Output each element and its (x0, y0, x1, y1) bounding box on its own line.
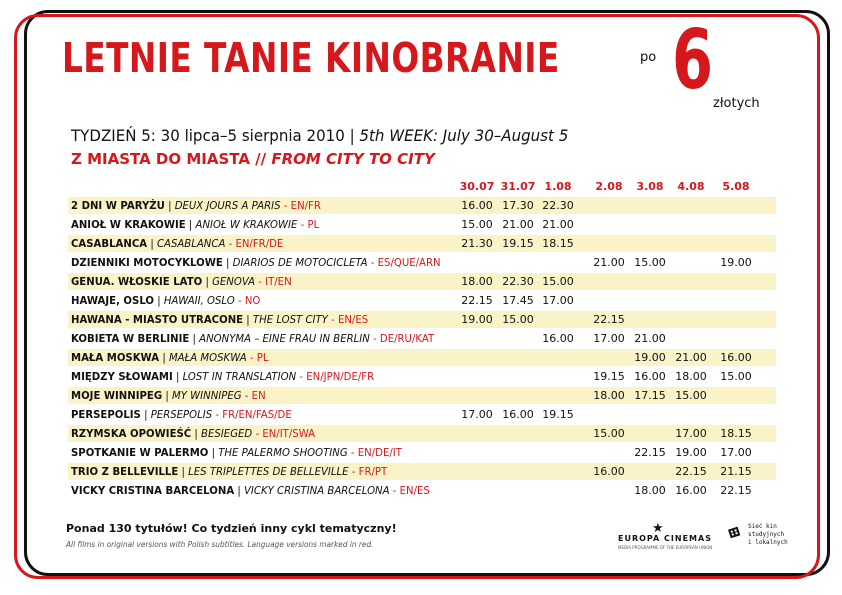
table-row (68, 482, 776, 499)
film-title-pl: GENUA. WŁOSKIE LATO (71, 275, 203, 288)
showtime-cell: 21.00 (634, 332, 666, 345)
sieci-line-1: Sieć kin (748, 523, 777, 530)
film-title-original: LES TRIPLETTES DE BELLEVILLE (188, 465, 349, 478)
europa-cinemas-name: EUROPA CINEMAS (618, 534, 712, 543)
sieci-line-2: studyjnych (748, 531, 785, 538)
europa-cinemas-logo (618, 521, 713, 553)
table-row (68, 273, 776, 290)
film-title: 2 DNI W PARYŻU | DEUX JOURS A PARIS - EN/FR (71, 199, 321, 212)
footer-tagline: Ponad 130 tytułów! Co tydzień inny cykl tematyczny! (66, 522, 397, 535)
film-title: ANIOŁ W KRAKOWIE | ANIOŁ W KRAKOWIE - PL (71, 218, 320, 231)
showtime-cell: 22.30 (502, 275, 534, 288)
film-title-pl: HAWANA - MIASTO UTRACONE (71, 313, 244, 326)
sieci-line-3: i lokalnych (748, 539, 788, 546)
film-title-pl: PERSEPOLIS (71, 408, 141, 421)
table-row (68, 311, 776, 328)
showtime-cell: 19.00 (675, 446, 707, 459)
showtime-cell: 21.00 (542, 218, 574, 231)
showtime-cell: 22.15 (461, 294, 493, 307)
page-title: LETNIE TANIE KINOBRANIE (62, 34, 560, 82)
film-title-original: GENOVA (212, 275, 256, 288)
film-title: CASABLANCA | CASABLANCA - EN/FR/DE (71, 237, 284, 250)
showtime-cell: 19.00 (461, 313, 493, 326)
showtime-cell: 21.00 (502, 218, 534, 231)
showtime-cell: 18.15 (542, 237, 574, 250)
film-language: EN (251, 389, 266, 402)
film-title: RZYMSKA OPOWIEŚĆ | BESIEGED - EN/IT/SWA (71, 427, 316, 440)
date-header: 4.08 (677, 180, 705, 193)
showtime-cell: 16.00 (502, 408, 534, 421)
film-title: TRIO Z BELLEVILLE | LES TRIPLETTES DE BELLEVILLE - FR/PT (71, 465, 388, 478)
price-value: 6 (672, 13, 714, 108)
date-header: 30.07 (459, 180, 495, 193)
table-row (68, 292, 776, 309)
film-title-original: MY WINNIPEG (171, 389, 242, 402)
table-row (68, 330, 776, 347)
film-language: EN/JPN/DE/FR (306, 370, 375, 383)
film-title: DZIENNIKI MOTOCYKLOWE | DIARIOS DE MOTOCICLETA - ES/QUE/ARN (71, 256, 441, 269)
sieci-kin-text (748, 523, 788, 547)
showtime-cell: 17.00 (461, 408, 493, 421)
film-title-original: LOST IN TRANSLATION (182, 370, 297, 383)
showtime-cell: 17.30 (502, 199, 534, 212)
showtime-cell: 19.15 (502, 237, 534, 250)
film-language: EN/ES (337, 313, 369, 326)
film-title-pl: TRIO Z BELLEVILLE (71, 465, 179, 478)
showtime-cell: 18.00 (593, 389, 625, 402)
film-title: GENUA. WŁOSKIE LATO | GENOVA - IT/EN (71, 275, 292, 288)
showtime-cell: 16.00 (720, 351, 752, 364)
showtime-cell: 19.15 (542, 408, 574, 421)
showtime-cell: 15.00 (720, 370, 752, 383)
showtime-cell: 18.00 (634, 484, 666, 497)
europa-cinemas-subtitle: MEDIA PROGRAMME OF THE EUROPEAN UNION (618, 545, 713, 550)
theme-en: FROM CITY TO CITY (271, 150, 435, 168)
theme-pl: Z MIASTA DO MIASTA // (71, 150, 272, 168)
star-icon: ★ (652, 521, 664, 536)
showtime-cell: 15.00 (502, 313, 534, 326)
film-title-original: THE LOST CITY (252, 313, 328, 326)
film-language: EN/ES (399, 484, 430, 497)
film-title-pl: HAWAJE, OSLO (71, 294, 155, 307)
film-title-original: THE PALERMO SHOOTING (218, 446, 348, 459)
film-title-original: ANONYMA – EINE FRAU IN BERLIN (199, 332, 370, 345)
film-title-pl: MOJE WINNIPEG (71, 389, 163, 402)
week-label-en: 5th WEEK: July 30–August 5 (359, 126, 569, 145)
film-title: PERSEPOLIS | PERSEPOLIS - FR/EN/FAS/DE (71, 408, 292, 421)
showtime-cell: 15.00 (542, 275, 574, 288)
film-title-pl: MAŁA MOSKWA (71, 351, 160, 364)
table-row (68, 387, 776, 404)
film-title-pl: RZYMSKA OPOWIEŚĆ (71, 427, 192, 440)
film-title-pl: 2 DNI W PARYŻU (71, 199, 165, 212)
film-language: FR/EN/FAS/DE (222, 408, 292, 421)
showtime-cell: 17.00 (542, 294, 574, 307)
film-language: IT/EN (265, 275, 292, 288)
showtime-cell: 16.00 (634, 370, 666, 383)
date-header: 31.07 (500, 180, 536, 193)
table-row (68, 254, 776, 271)
showtime-cell: 18.15 (720, 427, 752, 440)
film-title: MIĘDZY SŁOWAMI | LOST IN TRANSLATION - EN/JPN/DE/FR (71, 370, 375, 383)
film-title-original: DIARIOS DE MOTOCICLETA (232, 256, 368, 269)
showtime-cell: 15.00 (634, 256, 666, 269)
film-title-original: ANIOŁ W KRAKOWIE (195, 218, 298, 231)
table-row (68, 444, 776, 461)
film-language: PL (307, 218, 320, 231)
table-row (68, 368, 776, 385)
showtime-cell: 22.15 (634, 446, 666, 459)
showtime-cell: 21.00 (593, 256, 625, 269)
film-language: NO (244, 294, 261, 307)
date-header: 2.08 (595, 180, 623, 193)
film-language: EN/DE/IT (357, 446, 402, 459)
film-title-pl: VICKY CRISTINA BARCELONA (71, 484, 235, 497)
showtime-cell: 22.15 (593, 313, 625, 326)
film-language: FR/PT (358, 465, 388, 478)
film-title: KOBIETA W BERLINIE | ANONYMA – EINE FRAU IN BERLIN - DE/RU/KAT (71, 332, 435, 345)
showtime-cell: 18.00 (461, 275, 493, 288)
film-language: EN/IT/SWA (262, 427, 316, 440)
film-title: HAWANA - MIASTO UTRACONE | THE LOST CITY - EN/ES (71, 313, 369, 326)
showtime-cell: 22.15 (720, 484, 752, 497)
showtime-cell: 19.00 (720, 256, 752, 269)
table-row (68, 216, 776, 233)
film-language: DE/RU/KAT (379, 332, 435, 345)
showtime-cell: 19.15 (593, 370, 625, 383)
film-strip-icon (728, 524, 744, 540)
table-row (68, 425, 776, 442)
film-title-original: PERSEPOLIS (150, 408, 213, 421)
showtime-cell: 17.00 (593, 332, 625, 345)
showtime-cell: 16.00 (675, 484, 707, 497)
theme-heading (71, 150, 435, 168)
film-title: SPOTKANIE W PALERMO | THE PALERMO SHOOTING - EN/DE/IT (71, 446, 402, 459)
showtime-cell: 21.00 (675, 351, 707, 364)
film-title: HAWAJE, OSLO | HAWAII, OSLO - NO (71, 294, 261, 307)
date-header: 5.08 (722, 180, 750, 193)
showtime-cell: 22.15 (675, 465, 707, 478)
showtime-cell: 15.00 (461, 218, 493, 231)
showtime-cell: 18.00 (675, 370, 707, 383)
film-title-original: BESIEGED (201, 427, 253, 440)
film-title: VICKY CRISTINA BARCELONA | VICKY CRISTINA BARCELONA - EN/ES (71, 484, 430, 497)
showtime-cell: 17.00 (675, 427, 707, 440)
week-heading (71, 126, 568, 145)
film-title-pl: SPOTKANIE W PALERMO (71, 446, 209, 459)
film-title-pl: MIĘDZY SŁOWAMI (71, 370, 173, 383)
showtime-cell: 17.00 (720, 446, 752, 459)
film-title-original: CASABLANCA (156, 237, 226, 250)
date-header: 3.08 (636, 180, 664, 193)
table-row (68, 349, 776, 366)
film-language: EN/FR (290, 199, 321, 212)
film-title-pl: ANIOŁ W KRAKOWIE (71, 218, 186, 231)
film-title-pl: CASABLANCA (71, 237, 148, 250)
film-title-pl: KOBIETA W BERLINIE (71, 332, 190, 345)
showtime-cell: 16.00 (542, 332, 574, 345)
showtime-cell: 16.00 (461, 199, 493, 212)
film-title-pl: DZIENNIKI MOTOCYKLOWE (71, 256, 223, 269)
showtime-cell: 22.30 (542, 199, 574, 212)
table-row (68, 235, 776, 252)
film-language: ES/QUE/ARN (377, 256, 441, 269)
price-prefix: po (640, 50, 657, 65)
film-language: PL (256, 351, 269, 364)
showtime-cell: 21.30 (461, 237, 493, 250)
showtime-cell: 15.00 (593, 427, 625, 440)
film-language: EN/FR/DE (235, 237, 284, 250)
film-title-original: MAŁA MOSKWA (168, 351, 247, 364)
film-title: MOJE WINNIPEG | MY WINNIPEG - EN (71, 389, 266, 402)
price-unit: złotych (713, 96, 760, 111)
showtime-cell: 17.45 (502, 294, 534, 307)
showtime-cell: 19.00 (634, 351, 666, 364)
week-label-pl: TYDZIEŃ 5: 30 lipca–5 sierpnia 2010 | (71, 126, 360, 145)
showtime-cell: 15.00 (675, 389, 707, 402)
film-title: MAŁA MOSKWA | MAŁA MOSKWA - PL (71, 351, 269, 364)
showtime-cell: 16.00 (593, 465, 625, 478)
sieci-kin-logo (728, 522, 788, 552)
showtime-cell: 21.15 (720, 465, 752, 478)
footer-note: All films in original versions with Polish subtitles. Language versions marked in red. (66, 540, 374, 549)
film-title-original: HAWAII, OSLO (163, 294, 235, 307)
table-row (68, 197, 776, 214)
film-title-original: VICKY CRISTINA BARCELONA (244, 484, 390, 497)
table-row (68, 463, 776, 480)
date-header: 1.08 (544, 180, 572, 193)
showtime-cell: 17.15 (634, 389, 666, 402)
table-row (68, 406, 776, 423)
film-title-original: DEUX JOURS A PARIS (174, 199, 281, 212)
